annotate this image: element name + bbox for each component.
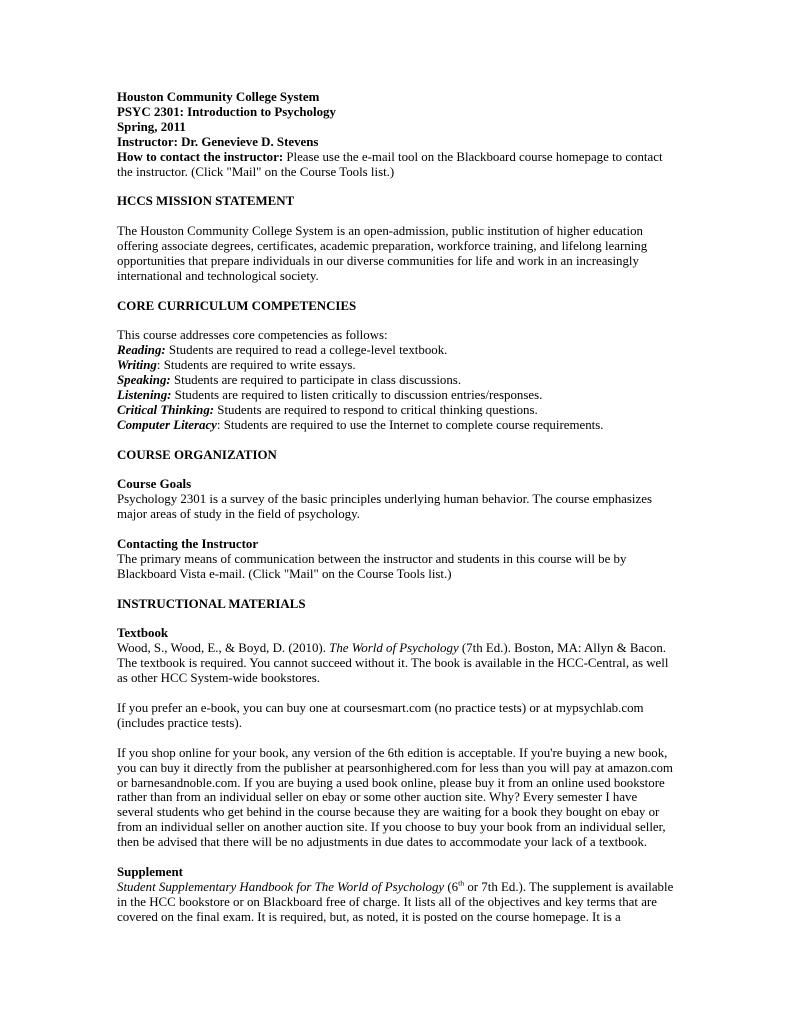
contact-instructions-run: How to contact the instructor: xyxy=(117,149,284,164)
competency-reading-run: Students are required to read a college-level textbook. xyxy=(165,343,448,358)
heading-core-competencies-run: CORE CURRICULUM COMPETENCIES xyxy=(117,298,357,313)
competency-writing xyxy=(117,358,675,373)
course-title xyxy=(117,105,675,120)
textbook-citation xyxy=(117,641,675,686)
online-shopping-text-run: If you shop online for your book, any version of the 6th edition is acceptable. If you're buying a new book, you can buy it directly from the publisher at pearsonhighered.com for less than you will pay at amazon.com or barnesandnoble.com. If you are buying a used book online, please buy it from an online used bookstore rather than from an individual seller on ebay or some other auction site. Why? Every semester I have several students who get behind in the course because they are waiting for a book they bought on ebay or from an individual seller on another auction site. If you choose to buy your book from an individual seller, then be advised that there will be no adjustments in due dates to accommodate your lack of a textbook. xyxy=(117,745,673,850)
textbook-citation-run: The World of Psychology xyxy=(329,641,459,656)
course-title-run: PSYC 2301: Introduction to Psychology xyxy=(117,104,336,119)
subheading-supplement-run: Supplement xyxy=(117,864,183,879)
textbook-citation-run: Wood, S., Wood, E., & Boyd, D. (2010). xyxy=(117,641,330,656)
heading-course-organization xyxy=(117,448,675,463)
instructor-line xyxy=(117,135,675,150)
competency-critical-thinking-run: Critical Thinking: xyxy=(117,402,215,417)
competency-reading xyxy=(117,343,675,358)
supplement-text-run: (6 xyxy=(444,879,459,894)
heading-instructional-materials-run: INSTRUCTIONAL MATERIALS xyxy=(117,596,306,611)
ebook-text-run: If you prefer an e-book, you can buy one at coursesmart.com (no practice tests) or at mypsychlab.com (includes practice tests). xyxy=(117,701,644,730)
contact-instructions xyxy=(117,150,675,180)
contact-instructions-run: Please use the e-mail tool on the Blackboard course homepage to contact the instructor. (Click "Mail" on the Course Tools list.) xyxy=(117,149,663,179)
subheading-textbook-run: Textbook xyxy=(117,626,169,641)
subheading-contacting-instructor xyxy=(117,537,675,552)
supplement-text-run: Student Supplementary Handbook for The World of Psychology xyxy=(117,879,445,894)
mission-statement-text xyxy=(117,224,675,284)
competency-speaking-run: Students are required to participate in class discussions. xyxy=(170,373,462,388)
textbook-citation-run: (7th Ed.). Boston, MA: Allyn & Bacon. The textbook is required. You cannot succeed without it. The book is available in the HCC-Central, as well as other HCC System-wide bookstores. xyxy=(117,641,669,686)
competency-computer-literacy xyxy=(117,418,675,433)
competencies-intro xyxy=(117,328,675,343)
ebook-text xyxy=(117,701,675,731)
term-run: Spring, 2011 xyxy=(117,119,186,134)
subheading-course-goals-run: Course Goals xyxy=(117,477,192,492)
competency-writing-run: : Students are required to write essays. xyxy=(156,358,356,373)
competency-writing-run: Writing xyxy=(117,358,157,373)
competency-listening xyxy=(117,388,675,403)
course-goals-text-run: Psychology 2301 is a survey of the basic principles underlying human behavior. The course emphasizes major areas of study in the field of psychology. xyxy=(117,492,652,522)
mission-statement-text-run: The Houston Community College System is an open-admission, public institution of higher education offering associate degrees, certificates, academic preparation, workforce training, and lifelong learning opportunities that prepare individuals in our diverse communities for life and work in an increasingly international and technological society. xyxy=(117,224,648,283)
course-goals-text xyxy=(117,492,675,522)
subheading-contacting-instructor-run: Contacting the Instructor xyxy=(117,537,259,552)
subheading-textbook xyxy=(117,626,675,641)
contacting-instructor-text-run: The primary means of communication between the instructor and students in this course will be by Blackboard Vista e-mail. (Click "Mail" on the Course Tools list.) xyxy=(117,551,627,581)
competencies-intro-run: This course addresses core competencies as follows: xyxy=(117,328,388,343)
supplement-text-run: th xyxy=(458,878,465,888)
term xyxy=(117,120,675,135)
competency-listening-run: Students are required to listen critically to discussion entries/responses. xyxy=(171,388,543,403)
document-body xyxy=(117,90,675,925)
heading-instructional-materials xyxy=(117,597,675,612)
heading-core-competencies xyxy=(117,299,675,314)
subheading-course-goals xyxy=(117,477,675,492)
competency-computer-literacy-run: : Students are required to use the Internet to complete course requirements. xyxy=(216,417,604,432)
supplement-text xyxy=(117,880,675,925)
college-name-run: Houston Community College System xyxy=(117,90,320,104)
competency-computer-literacy-run: Computer Literacy xyxy=(117,417,217,432)
subheading-supplement xyxy=(117,865,675,880)
heading-mission-statement-run: HCCS MISSION STATEMENT xyxy=(117,194,295,209)
online-shopping-text xyxy=(117,746,675,850)
competency-speaking xyxy=(117,373,675,388)
supplement-text-run: or 7th Ed.). The supplement is available in the HCC bookstore or on Blackboard free of charge. It lists all of the objectives and key terms that are covered on the final exam. It is required, but, as noted, it is posted on the course homepage. It is a xyxy=(117,879,674,924)
competency-listening-run: Listening: xyxy=(117,388,172,403)
contacting-instructor-text xyxy=(117,552,675,582)
college-name xyxy=(117,90,675,105)
heading-mission-statement xyxy=(117,194,675,209)
instructor-line-run: Instructor: Dr. Genevieve D. Stevens xyxy=(117,134,319,149)
competency-speaking-run: Speaking: xyxy=(117,373,171,388)
competency-critical-thinking-run: Students are required to respond to critical thinking questions. xyxy=(214,402,538,417)
competency-critical-thinking xyxy=(117,403,675,418)
heading-course-organization-run: COURSE ORGANIZATION xyxy=(117,447,277,462)
competency-reading-run: Reading: xyxy=(117,343,166,358)
